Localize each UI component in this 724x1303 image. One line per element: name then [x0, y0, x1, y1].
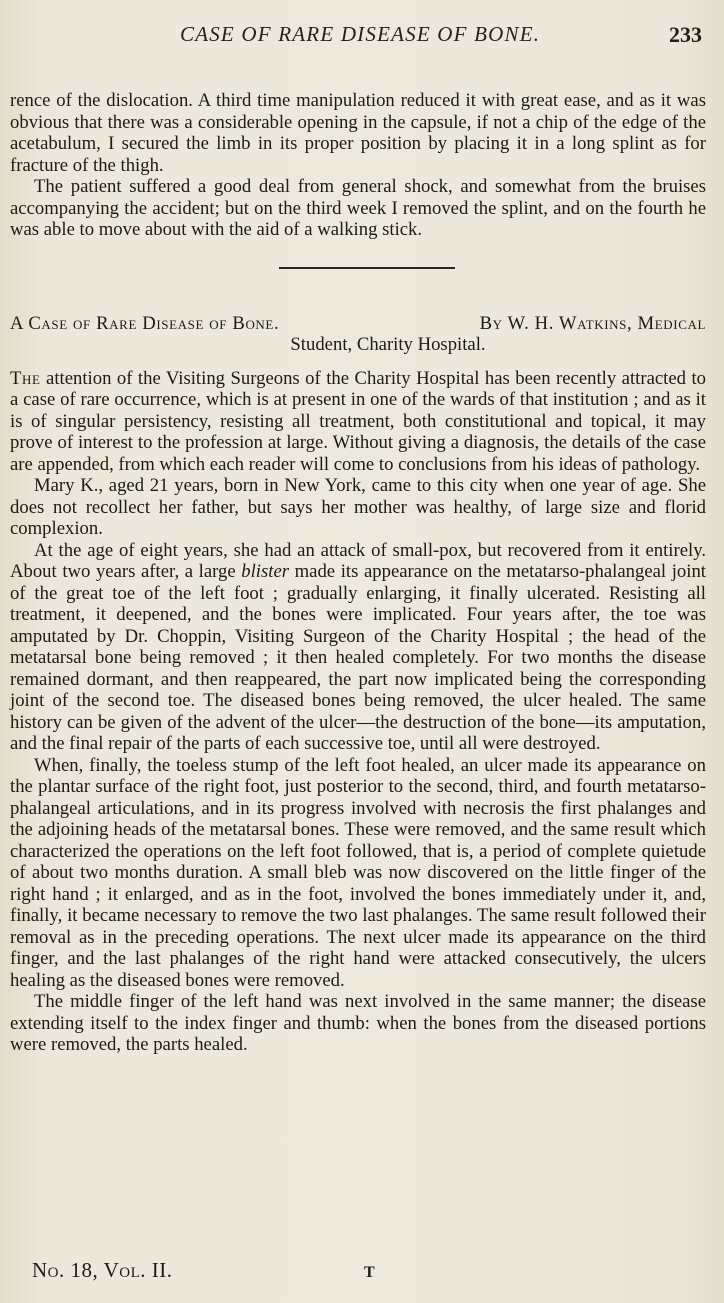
article-paragraph: The middle finger of the left hand was next involved in the same manner; the disease extending itself to the index finger and thumb: when the bones from the diseased portions were removed, the parts healed.	[10, 991, 706, 1055]
opening-word: The	[10, 367, 41, 389]
issue-signature: No. 18, Vol. II.	[32, 1258, 173, 1282]
previous-article-conclusion	[10, 90, 706, 241]
article-paragraph: Mary K., aged 21 years, born in New York, came to this city when one year of age. She does not recollect her father, but says her mother was healthy, of large size and florid complexion.	[10, 475, 706, 539]
article-body	[10, 368, 706, 1056]
running-head	[10, 14, 706, 54]
page-number: 233	[669, 22, 702, 47]
article-paragraph: When, finally, the toeless stump of the left foot healed, an ulcer made its appearance on the plantar surface of the right foot, just posterior to the second, third, and fourth metatarso-phalangeal articulations, and in its progress involved with necrosis the first phalanges and the adjoining heads of the metatarsal bones. These were removed, and the same result which characterized the operations on the left foot followed, that is, a period of complete quietude of about two months duration. A small bleb was now discovered on the little finger of the right hand ; it enlarged, and as in the foot, involved the bones immediately under it, and, finally, it became necessary to remove the two last phalanges. The same result followed their removal as in the preceding operations. The next ulcer made its appearance on the third finger, and the last phalanges of the right hand were attacked consecutively, the ulcers healing as the diseased bones were removed.	[10, 754, 706, 991]
paragraph-text: attention of the Visiting Surgeons of the Charity Hospital has been recently attracted to a case of rare occurrence, which is at present in one of the wards of that institution ; and as it is of singular persistency, resisting all treatment, both constitutional and topical, it may prove of interest to the profession at large. Without giving a diagnosis, the details of the case are appended, from which each reader will come to conclusions from his ideas of pathology.	[10, 367, 706, 475]
article-paragraph	[10, 540, 706, 755]
closing-paragraph: The patient suffered a good deal from general shock, and somewhat from the bruises accompanying the accident; but on the third week I removed the splint, and on the fourth he was able to move about with the aid of a walking stick.	[10, 176, 706, 240]
article-affiliation: Student, Charity Hospital.	[290, 334, 486, 355]
italic-term: blister	[241, 561, 290, 582]
article-paragraph	[10, 368, 706, 476]
article-title: A Case of Rare Disease of Bone.	[10, 312, 280, 334]
page-footer	[32, 1258, 392, 1288]
section-divider-rule	[279, 267, 455, 269]
signature-mark: T	[364, 1264, 375, 1281]
article-byline: By W. H. Watkins, Medical	[479, 312, 706, 334]
article-heading	[10, 313, 706, 356]
continued-paragraph: rence of the dislocation. A third time manipulation reduced it with great ease, and as it was obvious that there was a considerable opening in the capsule, if not a chip of the edge of the acetabulum, I secured the limb in its proper position by placing it in a long splint as for fracture of the thigh.	[10, 90, 706, 176]
article-heading-line	[10, 313, 706, 335]
running-head-title: CASE OF RARE DISEASE OF BONE.	[180, 22, 541, 46]
paragraph-text: made its appearance on the metatarso-phalangeal joint of the great toe of the left foot ; gradually enlarging, it finally ulcerated. Resisting all treatment, it deepened, and the bones were implicated. Four years after, the toe was amputated by Dr. Choppin, Visiting Surgeon of the Charity Hospital ; the head of the metatarsal bone being removed ; it then healed completely. For two months the disease remained dormant, and then reappeared, the part now implicated being the corresponding joint of the second toe. The diseased bones being removed, the ulcer healed. The same history can be given of the advent of the ulcer—the destruction of the bone—its amputation, and the final repair of the parts of each successive toe, until all were destroyed.	[10, 561, 706, 754]
paragraph-text: At the age of eight years, she had an attack of small-pox, but recovered from it entirely. About two years after, a large	[10, 539, 706, 582]
